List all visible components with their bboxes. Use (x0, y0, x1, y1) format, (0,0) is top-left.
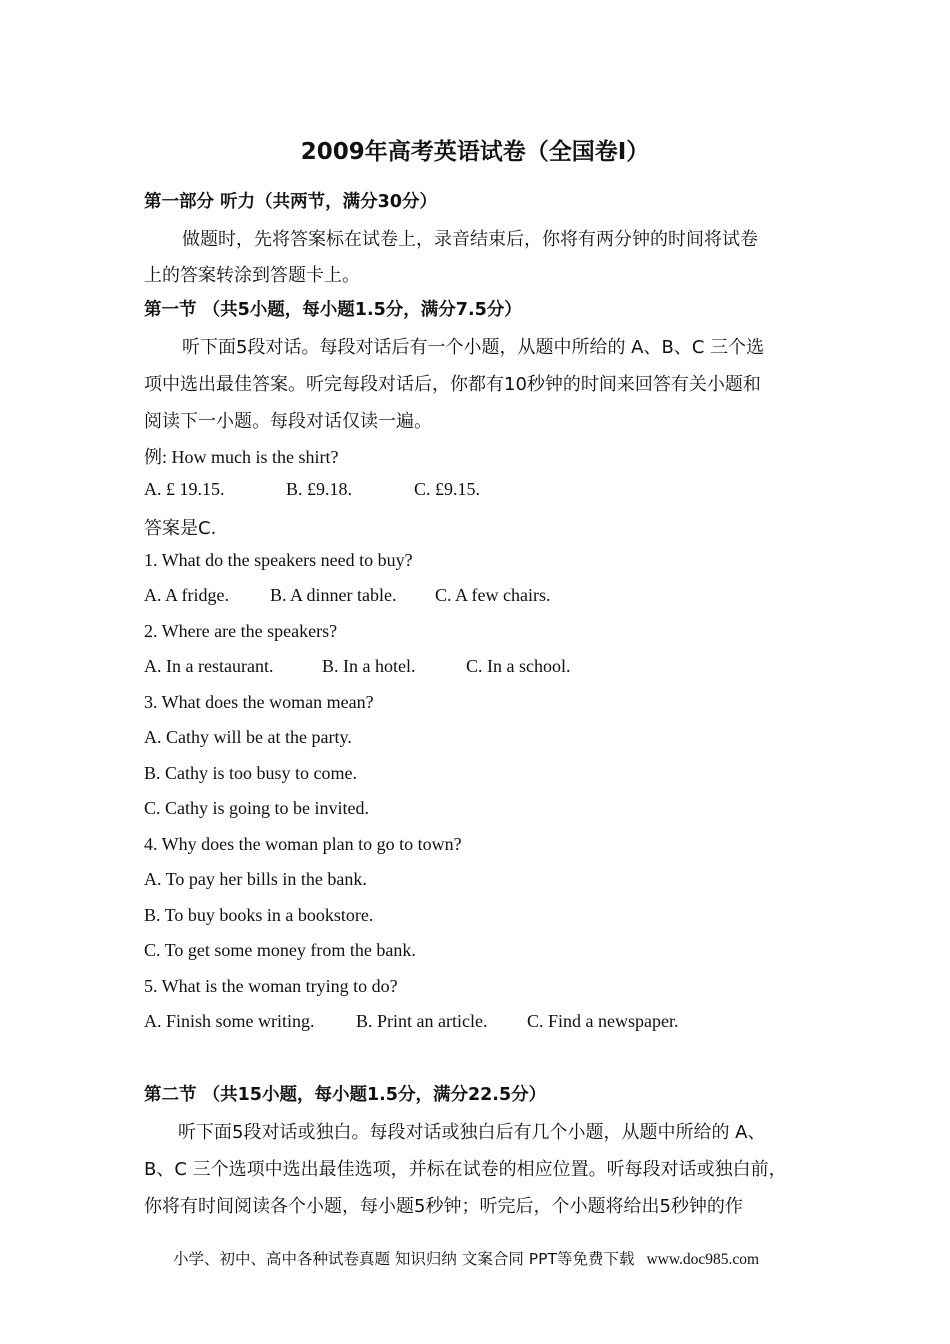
section1-instruction-line-1: 听下面5段对话。每段对话后有一个小题，从题中所给的 A、B、C 三个选 (182, 337, 765, 358)
part1-instruction-line-1: 做题时，先将答案标在试卷上，录音结束后，你将有两分钟的时间将试卷 (182, 229, 758, 250)
question-5-option-a: A. Finish some writing. (144, 1011, 315, 1031)
question-1: 1. What do the speakers need to buy? (144, 550, 413, 570)
question-4-option-a: A. To pay her bills in the bank. (144, 869, 367, 889)
question-2-option-c: C. In a school. (466, 656, 571, 676)
question-5-option-c: C. Find a newspaper. (527, 1011, 679, 1031)
footer-url[interactable]: www.doc985.com (646, 1251, 760, 1268)
section1-instruction-line-3: 阅读下一小题。每段对话仅读一遍。 (144, 411, 432, 432)
example-option-b: B. £9.18. (286, 479, 353, 499)
question-2: 2. Where are the speakers? (144, 621, 338, 641)
question-5: 5. What is the woman trying to do? (144, 976, 398, 996)
section2-instruction-line-3: 你将有时间阅读各个小题，每小题5秒钟；听完后，个小题将给出5秒钟的作 (144, 1196, 743, 1217)
question-1-option-c: C. A few chairs. (435, 585, 551, 605)
question-5-option-b: B. Print an article. (356, 1011, 488, 1031)
example-answer: 答案是C. (144, 518, 217, 539)
question-4-option-c: C. To get some money from the bank. (144, 940, 416, 960)
question-2-option-a: A. In a restaurant. (144, 656, 274, 676)
section1-instruction-line-2: 项中选出最佳答案。听完每段对话后，你都有10秒钟的时间来回答有关小题和 (144, 374, 761, 395)
section2-instruction-line-2: B、C 三个选项中选出最佳选项，并标在试卷的相应位置。听每段对话或独白前， (144, 1159, 787, 1180)
question-4: 4. Why does the woman plan to go to town? (144, 834, 462, 854)
question-3-option-c: C. Cathy is going to be invited. (144, 798, 369, 818)
part1-heading: 第一部分 听力（共两节，满分30分） (144, 192, 437, 212)
question-3: 3. What does the woman mean? (144, 692, 374, 712)
question-1-option-b: B. A dinner table. (270, 585, 397, 605)
example-option-a: A. £ 19.15. (144, 479, 225, 499)
footer-text: 小学、初中、高中各种试卷真题 知识归纳 文案合同 PPT等免费下载 (173, 1250, 635, 1268)
section1-heading: 第一节 （共5小题，每小题1.5分，满分7.5分） (144, 300, 522, 320)
part1-instruction-line-2: 上的答案转涂到答题卡上。 (144, 265, 360, 286)
example-option-c: C. £9.15. (414, 479, 481, 499)
question-3-option-a: A. Cathy will be at the party. (144, 727, 352, 747)
question-3-option-b: B. Cathy is too busy to come. (144, 763, 357, 783)
question-1-option-a: A. A fridge. (144, 585, 229, 605)
question-2-option-b: B. In a hotel. (322, 656, 416, 676)
section2-instruction-line-1: 听下面5段对话或独白。每段对话或独白后有几个小题，从题中所给的 A、 (178, 1122, 766, 1143)
page-title: 2009年高考英语试卷（全国卷I） (300, 139, 650, 165)
section2-heading: 第二节 （共15小题，每小题1.5分，满分22.5分） (144, 1085, 547, 1105)
example-question: 例: How much is the shirt? (144, 447, 339, 467)
footer (173, 1247, 759, 1269)
question-4-option-b: B. To buy books in a bookstore. (144, 905, 374, 925)
